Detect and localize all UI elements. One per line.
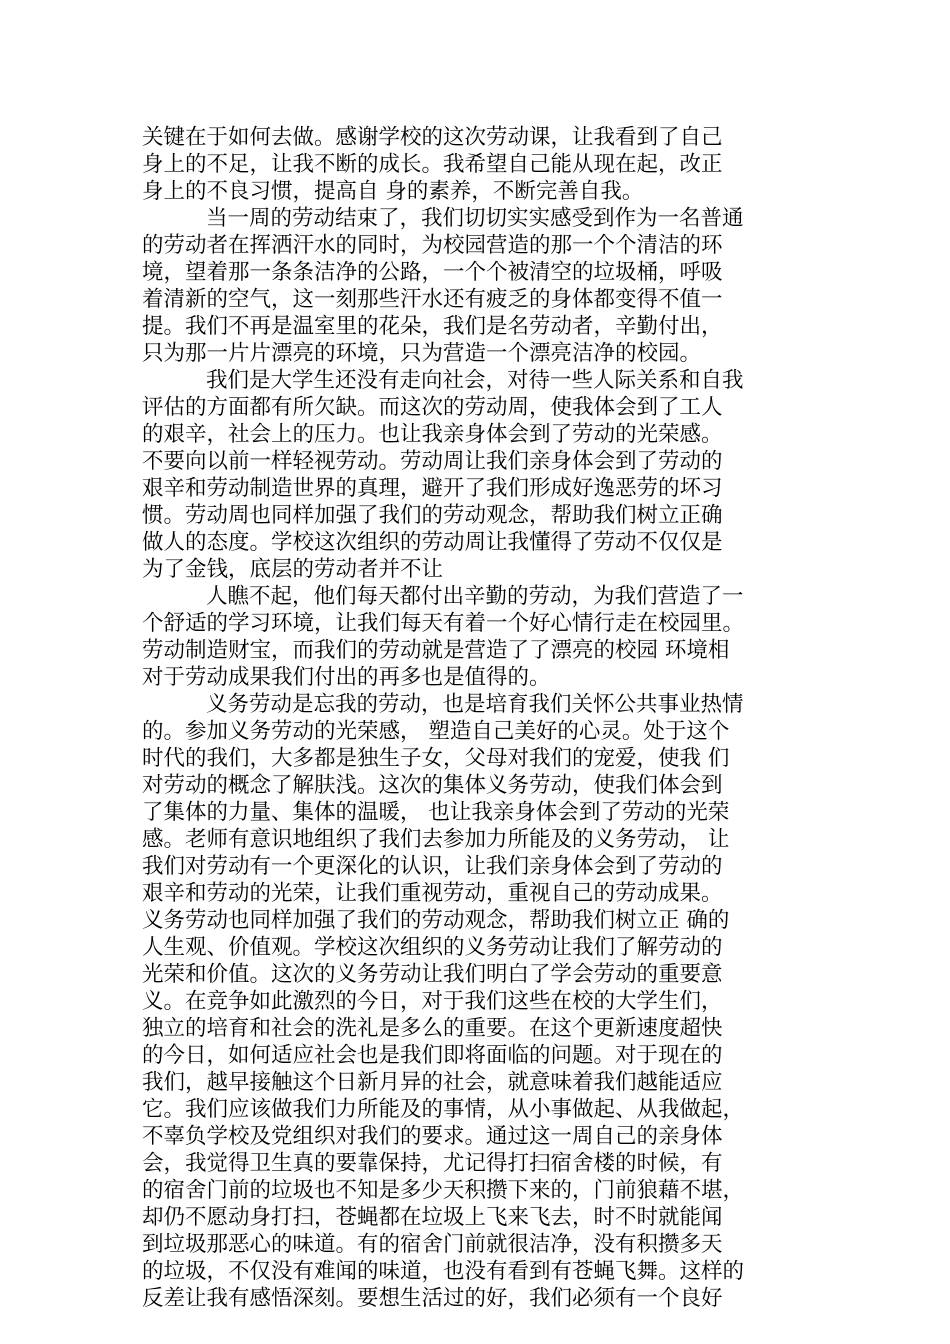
text-line: 提。我们不再是温室里的花朵，我们是名劳动者，辛勤付出， [142,314,723,339]
text-line: 感。老师有意识地组织了我们去参加力所能及的义务劳动， 让 [142,827,730,852]
text-line: 义。在竞争如此激烈的今日，对于我们这些在校的大学生们， [142,989,723,1014]
text-line: 的今日，如何适应社会也是我们即将面临的问题。对于现在的 [142,1043,723,1068]
text-line: 境，望着那一条条洁净的公路，一个个被清空的垃圾桶，呼吸 [142,260,723,285]
text-line: 不辜负学校及党组织对我们的要求。通过这一周自己的亲身体 [142,1124,723,1149]
text-line: 劳动制造财宝，而我们的劳动就是营造了了漂亮的校园 环境相 [142,638,730,663]
text-line: 的宿舍门前的垃圾也不知是多少天积攒下来的，门前狼藉不堪， [142,1178,745,1203]
text-line: 反差让我有感悟深刻。要想生活过的好，我们必须有一个良好 [142,1286,723,1311]
text-line: 的劳动者在挥洒汗水的同时，为校园营造的那一个个清洁的环 [142,233,723,258]
text-line: 义务劳动也同样加强了我们的劳动观念，帮助我们树立正 确的 [142,908,730,933]
text-line: 艰辛和劳动制造世界的真理，避开了我们形成好逸恶劳的坏习 [142,476,723,501]
text-line: 它。我们应该做我们力所能及的事情，从小事做起、从我做起， [142,1097,745,1122]
text-line: 的垃圾，不仅没有难闻的味道，也没有看到有苍蝇飞舞。这样的 [142,1259,745,1284]
text-line: 做人的态度。学校这次组织的劳动周让我懂得了劳动不仅仅是 [142,530,723,555]
text-line: 只为那一片片漂亮的环境，只为营造一个漂亮洁净的校园。 [142,341,702,366]
text-line: 艰辛和劳动的光荣，让我们重视劳动，重视自己的劳动成果。 [142,881,723,906]
text-line: 会，我觉得卫生真的要靠保持，尤记得打扫宿舍楼的时候，有 [142,1151,723,1176]
text-line: 我们，越早接触这个日新月异的社会，就意味着我们越能适应 [142,1070,723,1095]
text-line: 到垃圾那恶心的味道。有的宿舍门前就很洁净，没有积攒多天 [142,1232,723,1257]
text-line: 义务劳动是忘我的劳动，也是培育我们关怀公共事业热情 [206,692,744,717]
text-line: 的。参加义务劳动的光荣感， 塑造自己美好的心灵。处于这个 [142,719,730,744]
text-line: 不要向以前一样轻视劳动。劳动周让我们亲身体会到了劳动的 [142,449,723,474]
text-line: 时代的我们，大多都是独生子女，父母对我们的宠爱，使我 们 [142,746,730,771]
text-line: 关键在于如何去做。感谢学校的这次劳动课，让我看到了自己 [142,125,723,150]
document-body [142,124,842,1312]
text-line: 身上的不足，让我不断的成长。我希望自己能从现在起，改正 [142,152,723,177]
text-line: 惯。劳动周也同样加强了我们的劳动观念，帮助我们树立正确 [142,503,723,528]
text-line: 为了金钱，底层的劳动者并不让 [142,557,444,582]
text-line: 独立的培育和社会的洗礼是多么的重要。在这个更新速度超快 [142,1016,723,1041]
text-line: 对于劳动成果我们付出的再多也是值得的。 [142,665,551,690]
text-line: 人瞧不起，他们每天都付出辛勤的劳动，为我们营造了一 [206,584,744,609]
text-line: 却仍不愿动身打扫，苍蝇都在垃圾上飞来飞去，时不时就能闻 [142,1205,723,1230]
text-line: 评估的方面都有所欠缺。而这次的劳动周，使我体会到了工人 [142,395,723,420]
text-line: 人生观、价值观。学校这次组织的义务劳动让我们了解劳动的 [142,935,723,960]
text-line: 我们对劳动有一个更深化的认识，让我们亲身体会到了劳动的 [142,854,723,879]
text-line: 个舒适的学习环境，让我们每天有着一个好心情行走在校园里。 [142,611,745,636]
text-line: 对劳动的概念了解肤浅。这次的集体义务劳动，使我们体会到 [142,773,723,798]
text-line: 当一周的劳动结束了，我们切切实实感受到作为一名普通 [206,206,744,231]
text-line: 的艰辛，社会上的压力。也让我亲身体会到了劳动的光荣感。 [142,422,723,447]
text-line: 了集体的力量、集体的温暖， 也让我亲身体会到了劳动的光荣 [142,800,730,825]
text-line: 光荣和价值。这次的义务劳动让我们明白了学会劳动的重要意 [142,962,723,987]
text-line: 身上的不良习惯，提高自 身的素养，不断完善自我。 [142,179,644,204]
text-line: 我们是大学生还没有走向社会，对待一些人际关系和自我 [206,368,744,393]
text-line: 着清新的空气，这一刻那些汗水还有疲乏的身体都变得不值一 [142,287,723,312]
